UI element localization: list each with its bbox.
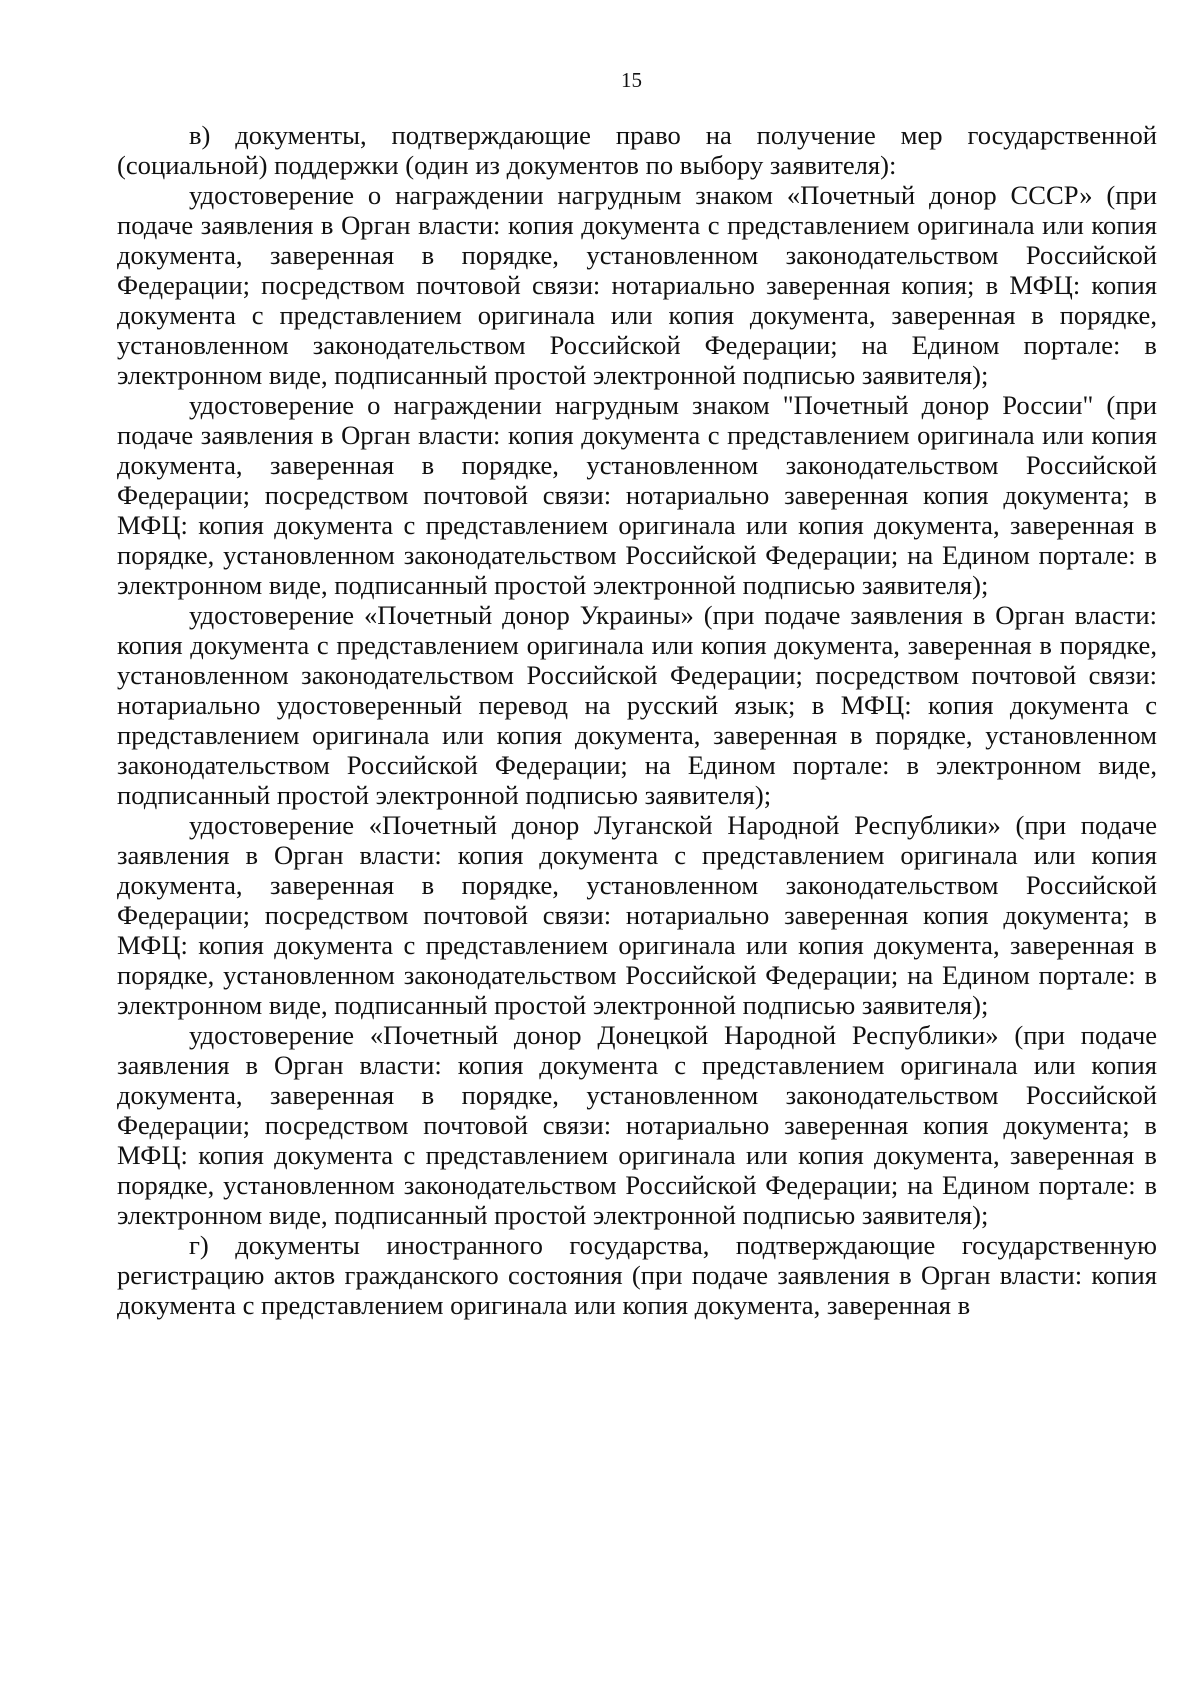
paragraph-item-v: в) документы, подтверждающие право на получение мер государственной (социальной) поддержки (один из документов по выбору заявителя): [117, 120, 1157, 180]
paragraph-donor-ukraine: удостоверение «Почетный донор Украины» (при подаче заявления в Орган власти: копия документа с представлением оригинала или копия документа, заверенная в порядке, установленном законодательством Российской Федерации; посредством почтовой связи: нотариально удостоверенный перевод на русский язык; в МФЦ: копия документа с представлением оригинала или копия документа, заверенная в порядке, установленном законодательством Российской Федерации; на Едином портале: в электронном виде, подписанный простой электронной подписью заявителя); [117, 600, 1157, 810]
paragraph-donor-dnr: удостоверение «Почетный донор Донецкой Народной Республики» (при подаче заявления в Орган власти: копия документа с представлением оригинала или копия документа, заверенная в порядке, установленном законодательством Российской Федерации; посредством почтовой связи: нотариально заверенная копия документа; в МФЦ: копия документа с представлением оригинала или копия документа, заверенная в порядке, установленном законодательством Российской Федерации; на Едином портале: в электронном виде, подписанный простой электронной подписью заявителя); [117, 1020, 1157, 1230]
paragraph-donor-russia: удостоверение о награждении нагрудным знаком "Почетный донор России" (при подаче заявления в Орган власти: копия документа с представлением оригинала или копия документа, заверенная в порядке, установленном законодательством Российской Федерации; посредством почтовой связи: нотариально заверенная копия документа; в МФЦ: копия документа с представлением оригинала или копия документа, заверенная в порядке, установленном законодательством Российской Федерации; на Едином портале: в электронном виде, подписанный простой электронной подписью заявителя); [117, 390, 1157, 600]
document-body [117, 120, 1157, 1320]
page-number: 15 [621, 68, 642, 92]
paragraph-donor-lnr: удостоверение «Почетный донор Луганской Народной Республики» (при подаче заявления в Орган власти: копия документа с представлением оригинала или копия документа, заверенная в порядке, установленном законодательством Российской Федерации; посредством почтовой связи: нотариально заверенная копия документа; в МФЦ: копия документа с представлением оригинала или копия документа, заверенная в порядке, установленном законодательством Российской Федерации; на Едином портале: в электронном виде, подписанный простой электронной подписью заявителя); [117, 810, 1157, 1020]
paragraph-donor-ussr: удостоверение о награждении нагрудным знаком «Почетный донор СССР» (при подаче заявления в Орган власти: копия документа с представлением оригинала или копия документа, заверенная в порядке, установленном законодательством Российской Федерации; посредством почтовой связи: нотариально заверенная копия; в МФЦ: копия документа с представлением оригинала или копия документа, заверенная в порядке, установленном законодательством Российской Федерации; на Едином портале: в электронном виде, подписанный простой электронной подписью заявителя); [117, 180, 1157, 390]
paragraph-item-g: г) документы иностранного государства, подтверждающие государственную регистрацию актов гражданского состояния (при подаче заявления в Орган власти: копия документа с представлением оригинала или копия документа, заверенная в [117, 1230, 1157, 1320]
